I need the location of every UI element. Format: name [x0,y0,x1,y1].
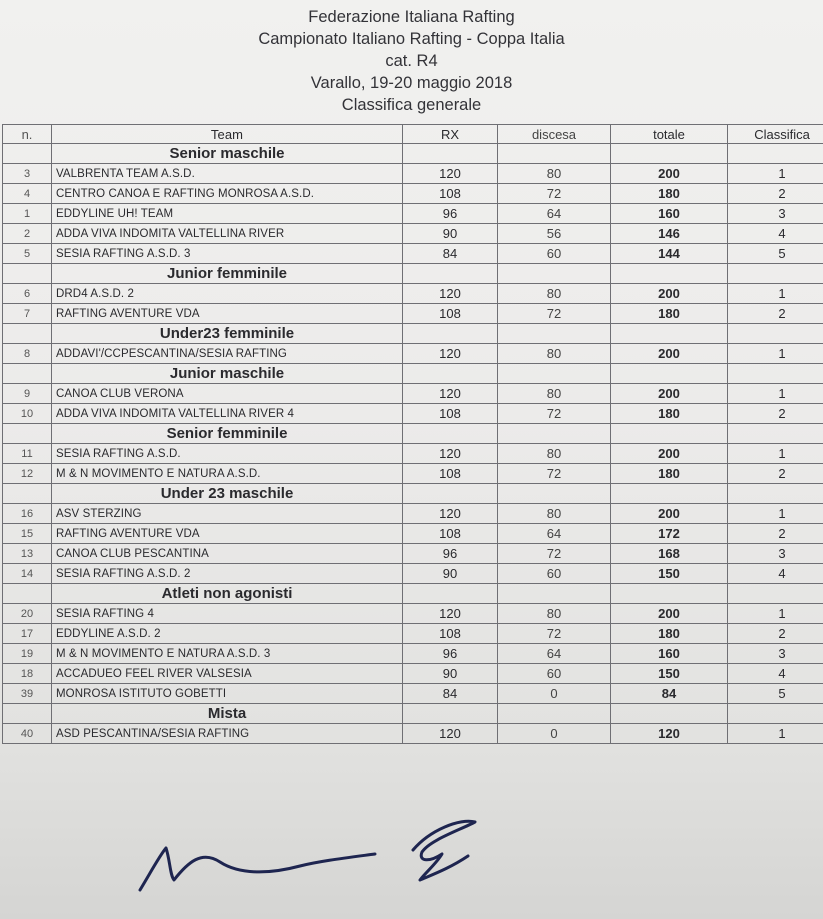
cell-rx: 108 [403,304,498,324]
table-row [3,564,823,584]
cell-number: 19 [3,644,52,664]
cell-discesa: 80 [498,604,611,624]
cell-classifica: 5 [728,244,823,264]
cell-team: RAFTING AVENTURE VDA [52,524,403,544]
cell-totale: 200 [611,384,728,404]
cell-discesa: 72 [498,184,611,204]
column-header-classifica: Classifica [728,125,823,144]
table-row [3,164,823,184]
cell-totale: 160 [611,644,728,664]
cell-rx: 84 [403,684,498,704]
category-title: Senior femminile [52,424,403,444]
table-row [3,304,823,324]
cell-number: 15 [3,524,52,544]
category-blank-cell [3,424,52,444]
category-blank-cell [728,584,823,604]
category-blank-cell [403,264,498,284]
cell-totale: 200 [611,284,728,304]
cell-discesa: 80 [498,284,611,304]
category-blank-cell [498,144,611,164]
cell-discesa: 60 [498,244,611,264]
cell-discesa: 80 [498,164,611,184]
cell-totale: 200 [611,604,728,624]
category-title: Junior maschile [52,364,403,384]
cell-team: CANOA CLUB PESCANTINA [52,544,403,564]
cell-classifica: 3 [728,644,823,664]
cell-number: 2 [3,224,52,244]
cell-totale: 144 [611,244,728,264]
category-blank-cell [611,264,728,284]
cell-totale: 84 [611,684,728,704]
category-row [3,484,823,504]
cell-team: SESIA RAFTING A.S.D. 2 [52,564,403,584]
cell-totale: 200 [611,344,728,364]
cell-rx: 90 [403,564,498,584]
cell-discesa: 80 [498,444,611,464]
cell-rx: 120 [403,284,498,304]
cell-discesa: 72 [498,404,611,424]
table-row [3,724,823,744]
cell-rx: 90 [403,664,498,684]
category-row [3,424,823,444]
category-blank-cell [3,144,52,164]
cell-totale: 120 [611,724,728,744]
table-row [3,664,823,684]
column-header-discesa: discesa [498,125,611,144]
category-blank-cell [611,424,728,444]
column-header-n: n. [3,125,52,144]
cell-team: SESIA RAFTING A.S.D. 3 [52,244,403,264]
column-header-totale: totale [611,125,728,144]
category-blank-cell [3,264,52,284]
cell-discesa: 64 [498,204,611,224]
category-row [3,704,823,724]
table-row [3,504,823,524]
cell-totale: 200 [611,504,728,524]
cell-team: VALBRENTA TEAM A.S.D. [52,164,403,184]
category-blank-cell [403,364,498,384]
column-header-team: Team [52,125,403,144]
category-code: cat. R4 [385,52,438,70]
cell-classifica: 2 [728,524,823,544]
category-blank-cell [728,264,823,284]
category-blank-cell [498,704,611,724]
cell-team: ACCADUEO FEEL RIVER VALSESIA [52,664,403,684]
category-blank-cell [498,584,611,604]
cell-team: SESIA RAFTING A.S.D. [52,444,403,464]
cell-number: 40 [3,724,52,744]
cell-team: ASD PESCANTINA/SESIA RAFTING [52,724,403,744]
cell-number: 11 [3,444,52,464]
cell-team: DRD4 A.S.D. 2 [52,284,403,304]
cell-team: EDDYLINE A.S.D. 2 [52,624,403,644]
category-blank-cell [728,704,823,724]
cell-discesa: 0 [498,684,611,704]
cell-discesa: 60 [498,664,611,684]
category-blank-cell [611,484,728,504]
cell-team: ADDAVI'/CCPESCANTINA/SESIA RAFTING [52,344,403,364]
table-row [3,184,823,204]
cell-team: SESIA RAFTING 4 [52,604,403,624]
category-blank-cell [498,484,611,504]
category-blank-cell [403,704,498,724]
category-blank-cell [498,424,611,444]
cell-number: 20 [3,604,52,624]
cell-rx: 84 [403,244,498,264]
table-row [3,284,823,304]
category-title: Under23 femminile [52,324,403,344]
cell-rx: 108 [403,524,498,544]
cell-totale: 160 [611,204,728,224]
cell-number: 18 [3,664,52,684]
cell-team: M & N MOVIMENTO E NATURA A.S.D. 3 [52,644,403,664]
category-blank-cell [403,324,498,344]
results-body [3,144,823,744]
cell-totale: 172 [611,524,728,544]
category-blank-cell [498,324,611,344]
cell-classifica: 4 [728,664,823,684]
cell-totale: 168 [611,544,728,564]
cell-number: 14 [3,564,52,584]
category-blank-cell [728,144,823,164]
cell-totale: 180 [611,184,728,204]
category-blank-cell [3,324,52,344]
table-row [3,604,823,624]
category-blank-cell [728,484,823,504]
cell-team: CANOA CLUB VERONA [52,384,403,404]
table-row [3,444,823,464]
cell-discesa: 72 [498,624,611,644]
table-row [3,204,823,224]
cell-number: 16 [3,504,52,524]
cell-classifica: 1 [728,284,823,304]
cell-number: 17 [3,624,52,644]
table-row [3,684,823,704]
category-blank-cell [728,424,823,444]
cell-number: 13 [3,544,52,564]
cell-classifica: 3 [728,544,823,564]
column-header-rx: RX [403,125,498,144]
cell-rx: 120 [403,384,498,404]
cell-rx: 108 [403,624,498,644]
category-blank-cell [403,484,498,504]
cell-classifica: 4 [728,224,823,244]
cell-team: CENTRO CANOA E RAFTING MONROSA A.S.D. [52,184,403,204]
category-blank-cell [728,364,823,384]
cell-classifica: 1 [728,504,823,524]
cell-discesa: 0 [498,724,611,744]
cell-totale: 180 [611,304,728,324]
cell-totale: 146 [611,224,728,244]
table-row [3,624,823,644]
cell-totale: 200 [611,164,728,184]
cell-number: 7 [3,304,52,324]
cell-team: EDDYLINE UH! TEAM [52,204,403,224]
cell-number: 9 [3,384,52,404]
cell-rx: 108 [403,464,498,484]
category-blank-cell [498,264,611,284]
table-row [3,524,823,544]
cell-team: ADDA VIVA INDOMITA VALTELLINA RIVER 4 [52,404,403,424]
cell-classifica: 5 [728,684,823,704]
handwritten-signature [130,800,510,910]
cell-number: 4 [3,184,52,204]
cell-classifica: 1 [728,344,823,364]
cell-discesa: 80 [498,384,611,404]
cell-discesa: 60 [498,564,611,584]
document-header [0,6,823,116]
table-row [3,544,823,564]
category-title: Atleti non agonisti [52,584,403,604]
cell-totale: 150 [611,664,728,684]
category-blank-cell [403,584,498,604]
category-row [3,324,823,344]
cell-rx: 120 [403,344,498,364]
cell-classifica: 1 [728,384,823,404]
category-title: Mista [52,704,403,724]
category-row [3,264,823,284]
cell-totale: 180 [611,464,728,484]
cell-discesa: 80 [498,344,611,364]
cell-number: 3 [3,164,52,184]
cell-team: ASV STERZING [52,504,403,524]
cell-rx: 90 [403,224,498,244]
category-blank-cell [498,364,611,384]
table-row [3,644,823,664]
cell-rx: 108 [403,404,498,424]
table-row [3,384,823,404]
table-row [3,404,823,424]
cell-number: 6 [3,284,52,304]
cell-classifica: 2 [728,404,823,424]
category-row [3,144,823,164]
cell-classifica: 2 [728,184,823,204]
cell-discesa: 72 [498,464,611,484]
cell-rx: 120 [403,164,498,184]
cell-number: 10 [3,404,52,424]
cell-classifica: 1 [728,444,823,464]
cell-rx: 108 [403,184,498,204]
cell-rx: 96 [403,204,498,224]
table-header-row [3,125,823,144]
cell-classifica: 2 [728,304,823,324]
cell-rx: 120 [403,504,498,524]
category-blank-cell [728,324,823,344]
cell-totale: 180 [611,404,728,424]
table-row [3,244,823,264]
cell-number: 12 [3,464,52,484]
cell-totale: 200 [611,444,728,464]
cell-discesa: 56 [498,224,611,244]
category-blank-cell [611,324,728,344]
cell-discesa: 64 [498,524,611,544]
cell-classifica: 4 [728,564,823,584]
cell-rx: 120 [403,724,498,744]
category-row [3,364,823,384]
category-title: Senior maschile [52,144,403,164]
category-blank-cell [3,484,52,504]
cell-discesa: 72 [498,544,611,564]
cell-rx: 120 [403,444,498,464]
cell-number: 39 [3,684,52,704]
category-blank-cell [3,704,52,724]
cell-classifica: 1 [728,724,823,744]
category-blank-cell [3,364,52,384]
federation-name: Federazione Italiana Rafting [308,8,515,26]
category-blank-cell [403,424,498,444]
category-row [3,584,823,604]
category-blank-cell [3,584,52,604]
cell-number: 8 [3,344,52,364]
cell-classifica: 2 [728,464,823,484]
category-title: Under 23 maschile [52,484,403,504]
category-title: Junior femminile [52,264,403,284]
results-table [2,124,823,744]
cell-discesa: 72 [498,304,611,324]
category-blank-cell [611,704,728,724]
cell-team: ADDA VIVA INDOMITA VALTELLINA RIVER [52,224,403,244]
table-row [3,224,823,244]
cell-rx: 120 [403,604,498,624]
category-blank-cell [403,144,498,164]
cell-number: 1 [3,204,52,224]
ranking-title: Classifica generale [341,96,482,114]
cell-totale: 150 [611,564,728,584]
cell-classifica: 3 [728,204,823,224]
cell-rx: 96 [403,644,498,664]
cell-classifica: 2 [728,624,823,644]
category-blank-cell [611,584,728,604]
category-blank-cell [611,144,728,164]
cell-classifica: 1 [728,604,823,624]
cell-rx: 96 [403,544,498,564]
table-row [3,464,823,484]
table-row [3,344,823,364]
championship-name: Campionato Italiano Rafting - Coppa Italia [258,30,565,48]
cell-totale: 180 [611,624,728,644]
cell-team: RAFTING AVENTURE VDA [52,304,403,324]
cell-number: 5 [3,244,52,264]
cell-team: M & N MOVIMENTO E NATURA A.S.D. [52,464,403,484]
cell-discesa: 80 [498,504,611,524]
cell-classifica: 1 [728,164,823,184]
event-place-date: Varallo, 19-20 maggio 2018 [310,74,513,92]
category-blank-cell [611,364,728,384]
cell-team: MONROSA ISTITUTO GOBETTI [52,684,403,704]
cell-discesa: 64 [498,644,611,664]
